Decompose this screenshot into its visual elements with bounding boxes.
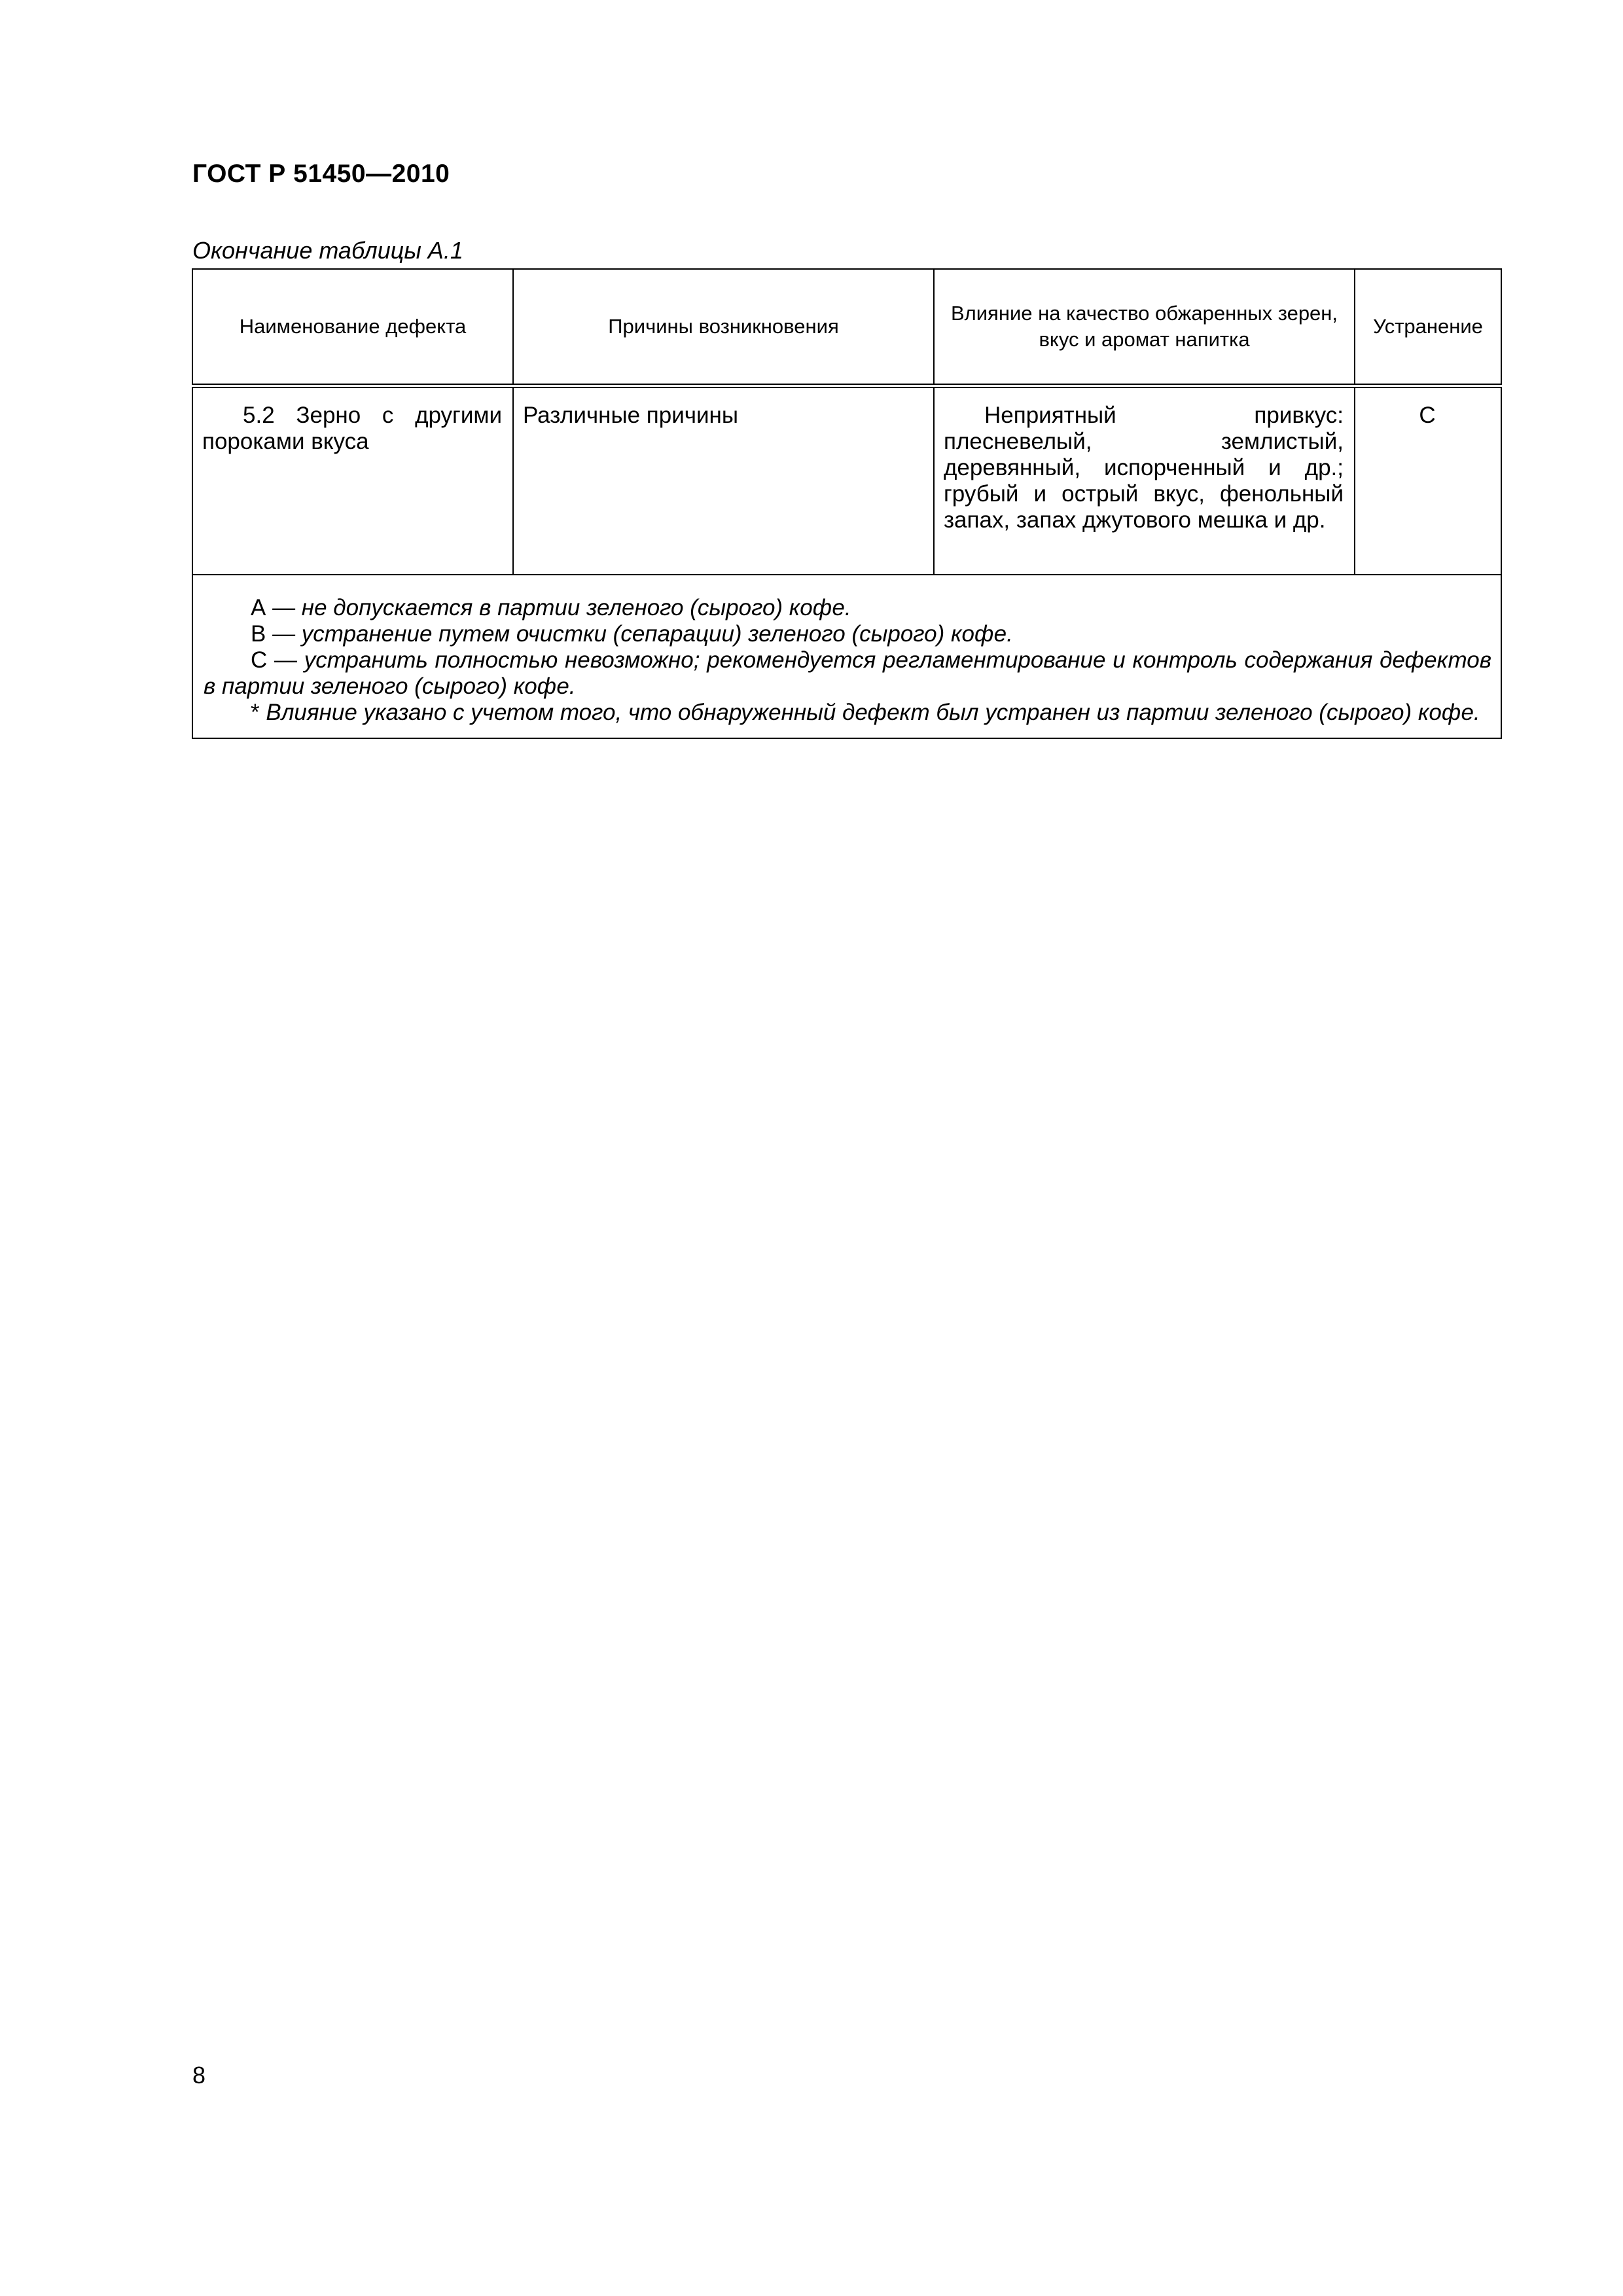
cell-elimination: С — [1355, 386, 1501, 575]
table-caption: Окончание таблицы А.1 — [192, 237, 463, 264]
note-a-key: А — — [251, 595, 296, 620]
cell-causes: Различные причины — [513, 386, 934, 575]
table-notes — [192, 575, 1501, 738]
note-b — [204, 621, 1491, 647]
table-header-row — [192, 269, 1501, 386]
note-asterisk — [204, 700, 1491, 726]
note-c — [204, 647, 1491, 700]
table-row — [192, 386, 1501, 575]
note-asterisk-text: Влияние указано с учетом того, что обнаруженный дефект был устранен из партии зеленого (сырого) кофе. — [259, 700, 1480, 725]
page-number: 8 — [192, 2062, 206, 2089]
column-header-causes: Причины возникновения — [513, 269, 934, 386]
note-c-key: С — — [251, 647, 298, 673]
column-header-defect: Наименование дефекта — [192, 269, 513, 386]
note-a — [204, 595, 1491, 621]
cell-defect: 5.2 Зерно с другими пороками вкуса — [192, 386, 513, 575]
column-header-influence: Влияние на качество обжаренных зерен, вкус и аромат напитка — [934, 269, 1355, 386]
note-b-text: устранение путем очистки (сепарации) зеленого (сырого) кофе. — [295, 621, 1013, 647]
table-notes-row — [192, 575, 1501, 738]
document-header: ГОСТ Р 51450—2010 — [192, 160, 450, 188]
note-asterisk-key: * — [251, 700, 260, 725]
note-b-key: В — — [251, 621, 296, 647]
defects-table — [192, 268, 1502, 739]
column-header-elimination: Устранение — [1355, 269, 1501, 386]
note-a-text: не допускается в партии зеленого (сырого) кофе. — [295, 595, 851, 620]
cell-influence: Неприятный привкус: плесневелый, землистый, деревянный, испорченный и др.; грубый и острый вкус, фенольный запах, запах джутового мешка и др. — [934, 386, 1355, 575]
note-c-text: устранить полностью невозможно; рекомендуется регламентирование и контроль содержания дефектов в партии зеленого (сырого) кофе. — [204, 647, 1492, 699]
